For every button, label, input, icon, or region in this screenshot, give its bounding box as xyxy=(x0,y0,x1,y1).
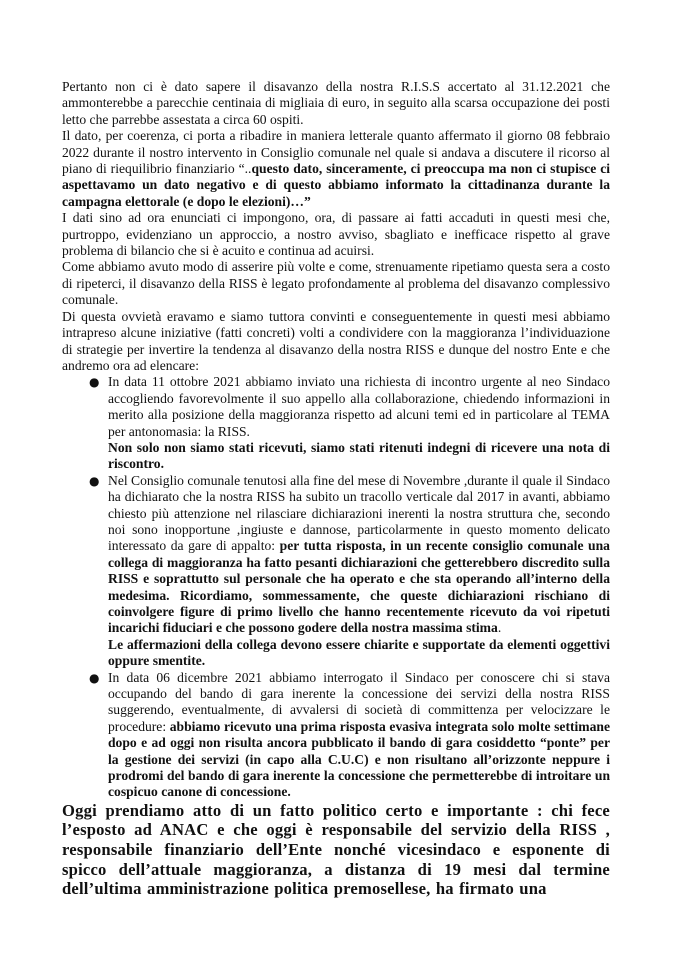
list-item xyxy=(62,670,610,801)
paragraph-initiatives: Di questa ovvietà eravamo e siamo tuttora convinti e conseguentemente in questi mesi abbiamo intrapreso alcune iniziative (fatti concreti) volti a condividere con la maggioranza l’individuazione di strategie per invertire la tendenza al disavanzo della nostra RISS e dunque del nostro Ente e che andremo ora ad elencare: xyxy=(62,308,610,373)
paragraph-facts: I dati sino ad ora enunciati ci impongono, ora, di passare ai fatti accaduti in questi mesi che, purtroppo, evidenziano un approccio, a nostro avviso, sbagliato e inefficace rispetto al grave problema di bilancio che si è acuito e continua ad acuirsi. xyxy=(62,210,610,259)
list-item xyxy=(62,374,610,472)
quote-bold: questo dato, sinceramente, ci preoccupa ma non ci stupisce ci aspettavamo un dato negativo e di questo abbiamo informato la cittadinanza durante la campagna elettorale (e dopo le elezioni)…” xyxy=(62,161,611,209)
item-text xyxy=(108,473,610,637)
paragraph-consiglio-quote xyxy=(62,128,610,210)
bullet-icon: ● xyxy=(89,670,100,685)
initiatives-list xyxy=(62,374,610,801)
item-text: In data 11 ottobre 2021 abbiamo inviato una richiesta di incontro urgente al neo Sindaco accogliendo favorevolmente il suo appello alla collaborazione, chiedendo informazioni in merito alla posizione della maggioranza rispetto ad alcuni temi ed in particolare al TEMA per antonomasia: la RISS. xyxy=(108,374,610,439)
bullet-icon: ● xyxy=(89,473,100,488)
bullet-icon: ● xyxy=(89,375,100,390)
item-text xyxy=(108,670,610,801)
item-note: Le affermazioni della collega devono essere chiarite e supportate da elementi oggettivi oppure smentite. xyxy=(108,636,610,669)
item-note: Non solo non siamo stati ricevuti, siamo stati ritenuti indegni di ricevere una nota di riscontro. xyxy=(108,439,610,472)
paragraph-riss-deficit: Come abbiamo avuto modo di asserire più volte e come, strenuamente ripetiamo questa sera a costo di ripeterci, il disavanzo della RISS è legato profondamente al problema del disavanzo complessivo comunale. xyxy=(62,259,610,308)
item-text-bold: abbiamo ricevuto una prima risposta evasiva integrata solo molte settimane dopo e ad oggi non risulta ancora pubblicato il bando di gara cosiddetto “ponte” per la gestione dei servizi (in capo alla C.U.C) e non risultano all’orizzonte neppure i prodromi del bando di gara inerente la concessione che permetterebbe di introitare un cospicuo canone di concessione. xyxy=(108,718,610,800)
document-page xyxy=(62,79,610,899)
paragraph-deficit: Pertanto non ci è dato sapere il disavanzo della nostra R.I.S.S accertato al 31.12.2021 che ammonterebbe a parecchie centinaia di migliaia di euro, in seguito alla scarsa occupazione dei posti letto che parrebbe assestata a circa 60 ospiti. xyxy=(62,79,610,127)
item-text-tail: . xyxy=(497,620,502,636)
closing-statement: Oggi prendiamo atto di un fatto politico certo e importante : chi fece l’esposto ad ANAC e che oggi è responsabile del servizio della RISS , responsabile finanziario dell’Ente nonché vicesindaco e esponente di spicco dell’attuale maggioranza, a distanza di 19 mesi dal termine dell’ultima amministrazione politica premosellese, ha firmato una xyxy=(62,800,610,899)
item-text-bold: per tutta risposta, in un recente consiglio comunale una collega di maggioranza ha fatto pesanti dichiarazioni che getterebbero discredito sulla RISS e soprattutto sul personale che ha operato e che sta operando all’interno della medesima. Ricordiamo, sommessamente, che queste dichiarazioni rischiano di coinvolgere figure di primo livello che hanno recentemente ricevuto da voi ripetuti incarichi fiduciari e che possono godere della nostra massima stima xyxy=(108,538,610,636)
item-text-normal: In data 06 dicembre 2021 abbiamo interrogato il Sindaco per conoscere chi si stava occupando del bando di gara inerente la concessione dei servizi della nostra RISS suggerendo, eventualmente, di avvalersi di società di committenza per velocizzare le procedure: xyxy=(108,669,610,734)
paragraph-consiglio-text: Il dato, per coerenza, ci porta a ribadire in maniera letterale quanto affermato il giorno 08 febbraio 2022 durante il nostro intervento in Consiglio comunale nel quale si andava a discutere il ricorso al piano di riequilibrio finanziario “.. xyxy=(62,128,610,177)
item-text-normal: Nel Consiglio comunale tenutosi alla fine del mese di Novembre ,durante il quale il Sindaco ha dichiarato che la nostra RISS ha subito un tracollo verticale dal 2017 in avanti, abbiamo chiesto più attenzione nel rilasciare dichiarazioni inerenti la nostra struttura che, secondo noi sono inopportune ,ingiuste e dannose, particolarmente in questo momento delicato interessato da gare di appalto: xyxy=(108,472,610,554)
list-item xyxy=(62,473,610,670)
